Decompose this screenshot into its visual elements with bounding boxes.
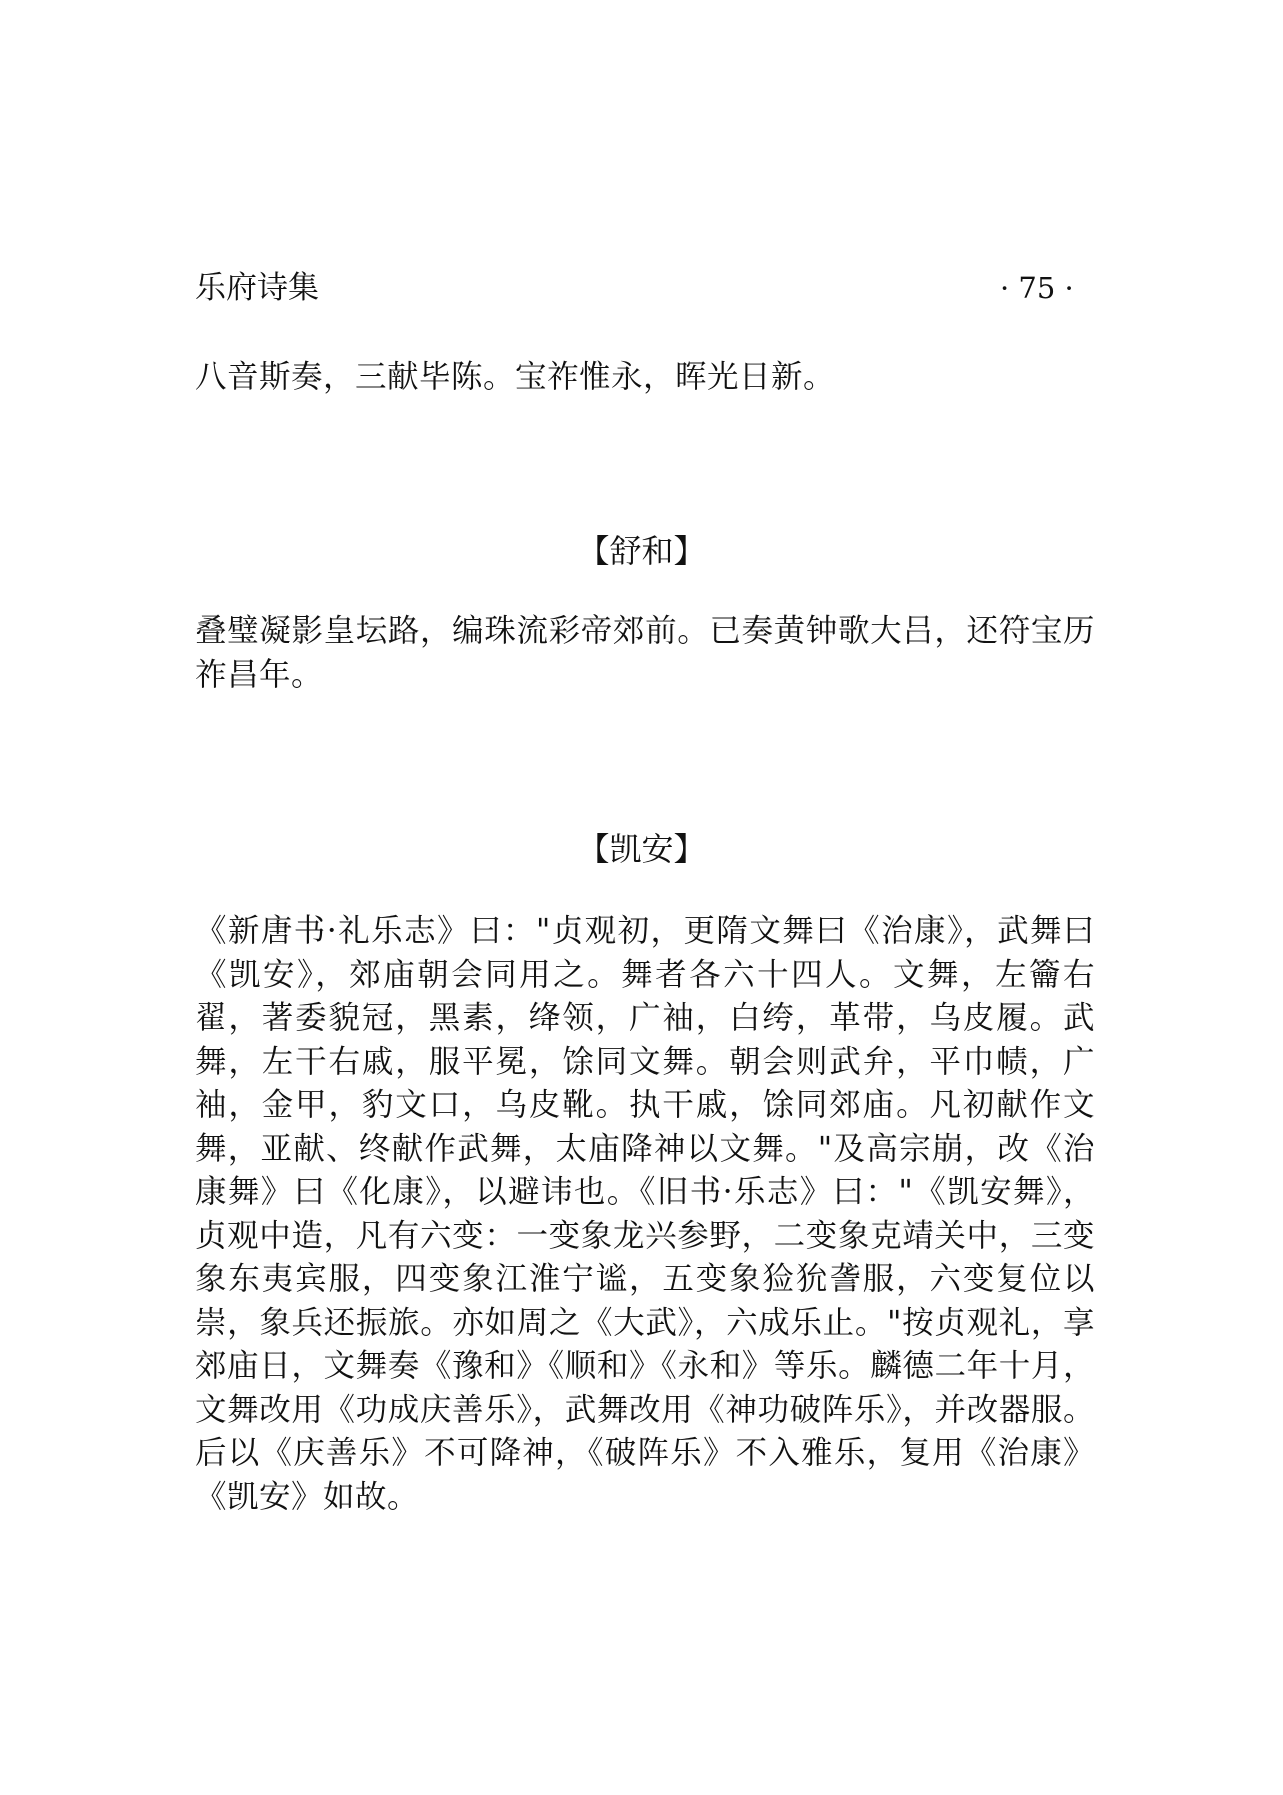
section-title-kaian: 【凯安】 [577,830,706,868]
section-title-shuhe: 【舒和】 [577,532,706,570]
running-head-title: 乐府诗集 [195,270,319,306]
verse-continuation: 八音斯奏，三献毕陈。宝祚惟永，晖光日新。 [195,359,836,395]
commentary-kaian: 《新唐书·礼乐志》曰："贞观初，更隋文舞曰《治康》，武舞曰《凯安》，郊庙朝会同用之。舞者各六十四人。文舞，左籥右翟，著委貌冠，黑素，绛领，广袖，白绔，革带，乌皮履。武舞，左干右戚，服平冕，馀同文舞。朝会则武弁，平巾帻，广袖，金甲，豹文口，乌皮靴。执干戚，馀同郊庙。凡初献作文舞，亚献、终献作武舞，太庙降神以文舞。"及高宗崩，改《治康舞》曰《化康》，以避讳也。《旧书·乐志》曰："《凯安舞》，贞观中造，凡有六变：一变象龙兴参野，二变象克靖关中，三变象东夷宾服，四变象江淮宁谧，五变象猃狁詟服，六变复位以崇，象兵还振旅。亦如周之《大武》，六成乐止。"按贞观礼，享郊庙日，文舞奏《豫和》《顺和》《永和》等乐。麟德二年十月，文舞改用《功成庆善乐》，武舞改用《神功破阵乐》，并改器服。后以《庆善乐》不可降神，《破阵乐》不入雅乐，复用《治康》《凯安》如故。 [195,913,1095,1515]
verse-shuhe: 叠璧凝影皇坛路，编珠流彩帝郊前。已奏黄钟歌大吕，还符宝历祚昌年。 [195,613,1095,693]
page-number: · 75 · [1000,271,1074,305]
